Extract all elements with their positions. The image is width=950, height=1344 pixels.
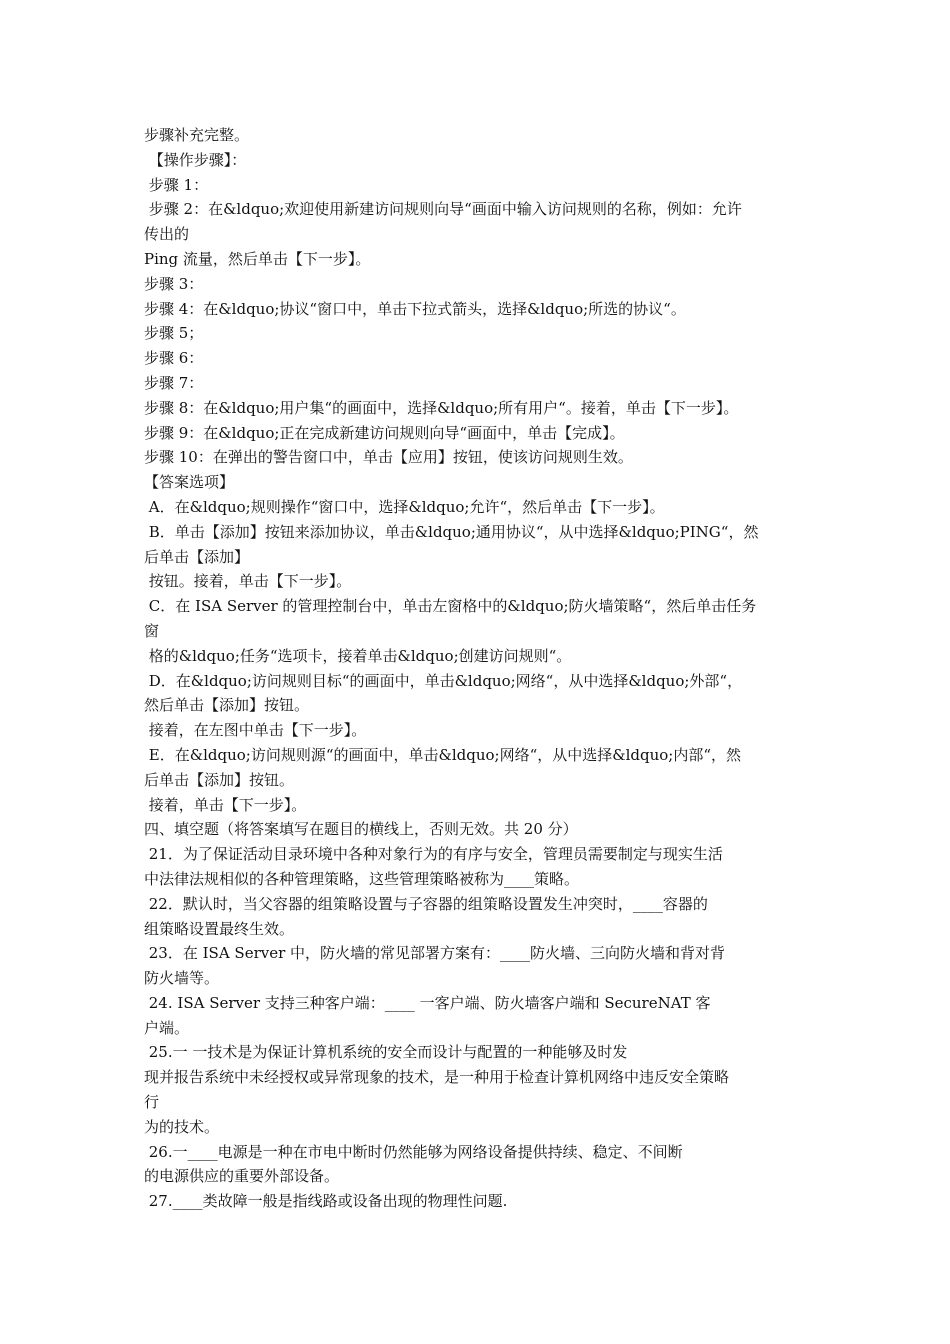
text-line: 23．在 ISA Server 中，防火墙的常见部署方案有：____防火墙、三向防火墙和背对背	[144, 944, 726, 963]
text-line: D．在&ldquo;访问规则目标“的画面中，单击&ldquo;网络“，从中选择&ldquo;外部“，	[144, 671, 743, 690]
text-line: 24. ISA Server 支持三种客户端：____ 一客户端、防火墙客户端和 SecureNAT 客	[144, 993, 711, 1012]
text-line: Ping 流量，然后单击【下一步】。	[144, 249, 371, 268]
text-line: 传出的	[144, 225, 190, 244]
text-line: 步骤 2：在&ldquo;欢迎使用新建访问规则向导“画面中输入访问规则的名称，例如：允许	[144, 200, 742, 219]
text-line: 25.一 一技术是为保证计算机系统的安全而设计与配置的一种能够及时发	[144, 1043, 628, 1062]
text-line: 22．默认时，当父容器的组策略设置与子容器的组策略设置发生冲突时，____容器的	[144, 894, 708, 913]
text-line: 26.一____电源是一种在市电中断时仍然能够为网络设备提供持续、稳定、不间断	[144, 1142, 683, 1161]
text-line: 步骤 4：在&ldquo;协议“窗口中，单击下拉式箭头，选择&ldquo;所选的协议“。	[144, 299, 686, 318]
text-line: 行	[144, 1093, 160, 1112]
text-line: A．在&ldquo;规则操作“窗口中，选择&ldquo;允许“，然后单击【下一步】。	[144, 497, 665, 516]
document-body	[144, 123, 824, 1214]
text-line: 步骤 3：	[144, 274, 204, 293]
text-line: 接着，单击【下一步】。	[144, 795, 307, 814]
text-line: 步骤 8：在&ldquo;用户集“的画面中，选择&ldquo;所有用户“。接着，单击【下一步】。	[144, 398, 739, 417]
text-line: 防火墙等。	[144, 969, 220, 988]
text-line: 21．为了保证活动目录环境中各种对象行为的有序与安全，管理员需要制定与现实生活	[144, 845, 723, 864]
text-line: 【答案选项】	[144, 473, 235, 492]
text-line: 步骤 10：在弹出的警告窗口中，单击【应用】按钮，使该访问规则生效。	[144, 448, 633, 467]
text-line: 为的技术。	[144, 1117, 220, 1136]
text-line: 格的&ldquo;任务“选项卡，接着单击&ldquo;创建访问规则“。	[144, 646, 572, 665]
text-line: 按钮。接着，单击【下一步】。	[144, 572, 352, 591]
text-line: 步骤 5；	[144, 324, 204, 343]
text-line: 27.____类故障一般是指线路或设备出现的物理性问题.	[144, 1192, 508, 1211]
text-line: 步骤 6：	[144, 349, 204, 368]
text-line: 后单击【添加】按钮。	[144, 770, 295, 789]
text-line: 窗	[144, 621, 160, 640]
text-line: 步骤 9：在&ldquo;正在完成新建访问规则向导“画面中，单击【完成】。	[144, 423, 625, 442]
text-line: E．在&ldquo;访问规则源“的画面中，单击&ldquo;网络“，从中选择&ldquo;内部“，然	[144, 745, 742, 764]
text-line: C．在 ISA Server 的管理控制台中，单击左窗格中的&ldquo;防火墙策略“，然后单击任务	[144, 597, 757, 616]
text-line: B．单击【添加】按钮来添加协议，单击&ldquo;通用协议“，从中选择&ldquo;PING“，然	[144, 522, 759, 541]
text-line: 户端。	[144, 1018, 190, 1037]
text-line: 现并报告系统中未经授权或异常现象的技术，是一种用于检查计算机网络中违反安全策略	[144, 1068, 730, 1087]
text-line: 中法律法规相似的各种管理策略，这些管理策略被称为____策略。	[144, 869, 580, 888]
text-line: 的电源供应的重要外部设备。	[144, 1167, 340, 1186]
text-line: 后单击【添加】	[144, 547, 250, 566]
section-heading: 四、填空题（将答案填写在题目的横线上，否则无效。共 20 分）	[144, 820, 578, 839]
text-line: 步骤 7：	[144, 373, 204, 392]
text-line: 步骤 1：	[144, 175, 209, 194]
text-line: 接着，在左图中单击【下一步】。	[144, 721, 367, 740]
text-line: 步骤补充完整。	[144, 126, 250, 144]
text-line: 【操作步骤】：	[144, 150, 247, 169]
text-line: 组策略设置最终生效。	[144, 919, 295, 938]
text-line: 然后单击【添加】按钮。	[144, 696, 310, 715]
